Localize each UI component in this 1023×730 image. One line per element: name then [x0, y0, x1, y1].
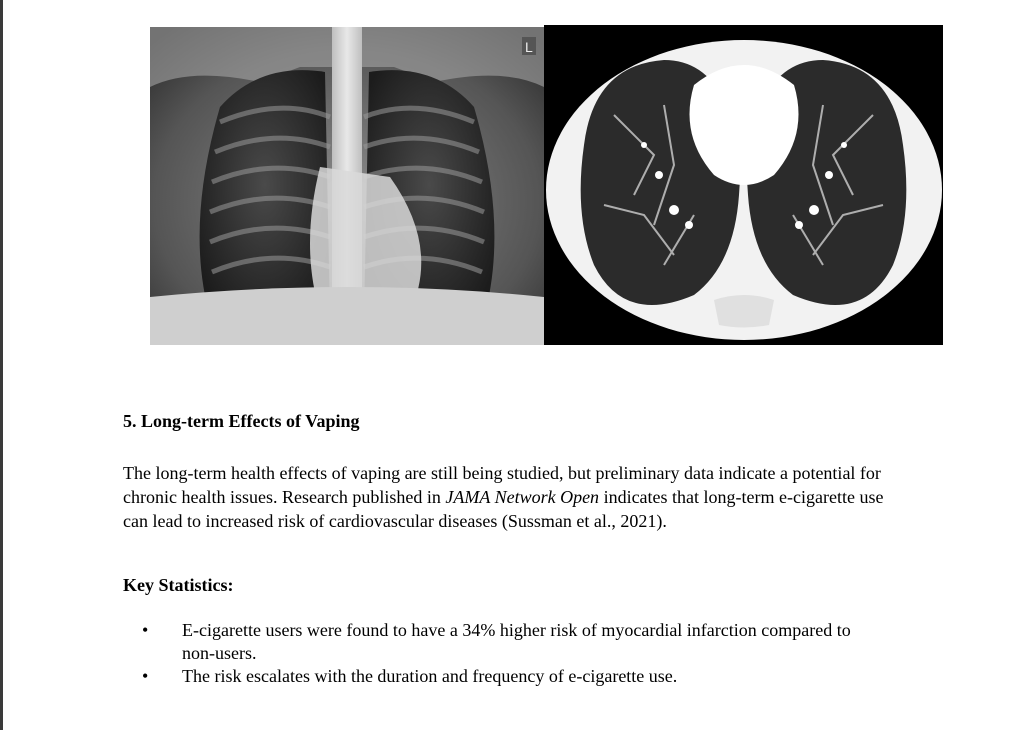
paragraph-text-before: The long-term health effects of vaping are still being studied, but preliminary data indicate a potential for chronic health issues. Research published in [123, 463, 881, 507]
chest-xray-image [150, 27, 544, 345]
xray-marker-label: L [525, 39, 533, 55]
paragraph-text-after: indicates that long-term e-cigarette use can lead to increased risk of cardiovascular diseases (Sussman et al., 2021). [123, 487, 884, 531]
bullet-icon: • [142, 666, 149, 686]
key-statistics-heading: Key Statistics: [123, 575, 234, 595]
list-item [123, 665, 883, 688]
page-left-border [0, 0, 3, 730]
journal-name: JAMA Network Open [445, 487, 600, 507]
list-item [123, 619, 883, 665]
section-heading: 5. Long-term Effects of Vaping [123, 411, 360, 431]
key-statistics-list [123, 619, 883, 688]
chest-ct-scan-image [544, 25, 943, 345]
bullet-icon: • [142, 620, 149, 640]
section-paragraph [123, 461, 893, 533]
list-item-text: The risk escalates with the duration and frequency of e-cigarette use. [182, 666, 678, 686]
medical-images [150, 25, 943, 345]
list-item-text: E-cigarette users were found to have a 34% higher risk of myocardial infarction compared to non-users. [182, 620, 851, 663]
